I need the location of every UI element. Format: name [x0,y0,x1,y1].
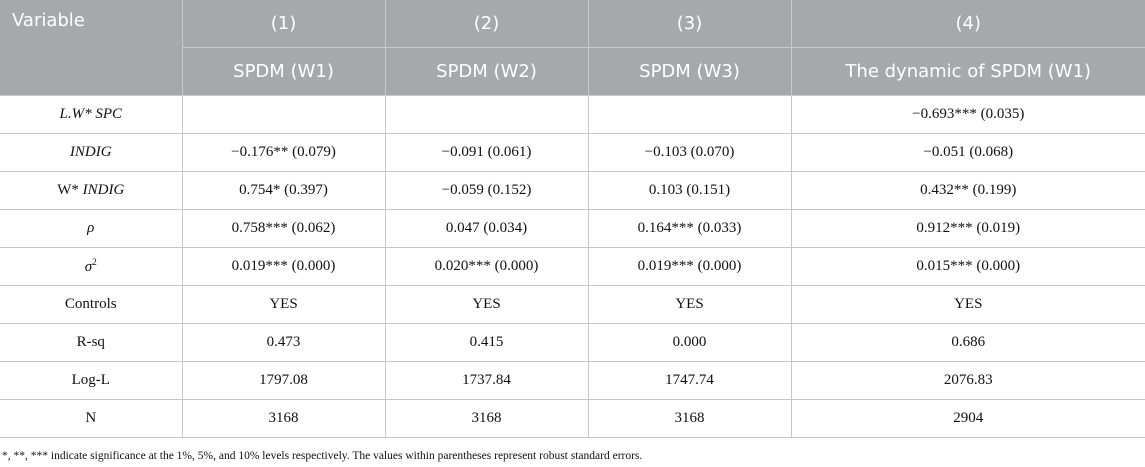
table-cell: 0.415 [385,324,588,362]
table-row [0,286,1145,324]
table-cell: 0.015*** (0.000) [791,248,1145,286]
table-cell: −0.176** (0.079) [182,134,385,172]
row-label-text: Log-L [71,372,110,388]
row-label-prefix: W* [57,182,83,198]
row-label [0,134,182,172]
model-name-header: The dynamic of SPDM (W1) [791,48,1145,96]
table-cell: 0.758*** (0.062) [182,210,385,248]
row-label-text: INDIG [82,182,125,198]
model-name-header: SPDM (W1) [182,48,385,96]
table-cell: 0.432** (0.199) [791,172,1145,210]
row-label-text: R-sq [76,334,105,350]
model-number-header: (3) [588,0,791,48]
row-label-text: L.W* SPC [59,106,122,122]
table-cell: 2076.83 [791,362,1145,400]
table-cell: 0.164*** (0.033) [588,210,791,248]
table-row [0,248,1145,286]
table-cell: YES [791,286,1145,324]
row-label [0,324,182,362]
table-cell: 3168 [588,400,791,438]
table-cell: 0.686 [791,324,1145,362]
table-cell: YES [385,286,588,324]
table-cell: −0.693*** (0.035) [791,96,1145,134]
row-label [0,362,182,400]
table-row [0,210,1145,248]
table-cell: −0.103 (0.070) [588,134,791,172]
row-label-superscript: 2 [92,257,97,267]
row-label-text: INDIG [69,144,112,160]
row-label [0,248,182,286]
table-cell: YES [182,286,385,324]
variable-column-header: Variable [0,0,182,96]
table-cell [385,96,588,134]
model-number-header: (2) [385,0,588,48]
row-label [0,210,182,248]
header-row-model-numbers [0,0,1145,48]
table-row [0,400,1145,438]
table-cell: 0.019*** (0.000) [588,248,791,286]
table-cell: 0.912*** (0.019) [791,210,1145,248]
table-cell: 0.019*** (0.000) [182,248,385,286]
table-row [0,362,1145,400]
table-cell: 3168 [182,400,385,438]
table-row [0,96,1145,134]
row-label-text: N [85,410,97,426]
table-cell: 0.047 (0.034) [385,210,588,248]
table-cell: 0.000 [588,324,791,362]
model-number-header: (1) [182,0,385,48]
row-label [0,286,182,324]
table-row [0,134,1145,172]
table-row [0,172,1145,210]
table-cell [182,96,385,134]
row-label [0,400,182,438]
table-cell: 0.473 [182,324,385,362]
row-label [0,96,182,134]
table-cell: −0.051 (0.068) [791,134,1145,172]
row-label-text: σ [84,259,93,275]
table-cell [588,96,791,134]
table-cell: 0.754* (0.397) [182,172,385,210]
row-label [0,172,182,210]
table-cell: 0.103 (0.151) [588,172,791,210]
table-cell: 3168 [385,400,588,438]
table-body [0,96,1145,438]
table-cell: YES [588,286,791,324]
table-header [0,0,1145,96]
model-number-header: (4) [791,0,1145,48]
table-cell: −0.059 (0.152) [385,172,588,210]
table-cell: 1737.84 [385,362,588,400]
model-name-header: SPDM (W2) [385,48,588,96]
table-cell: −0.091 (0.061) [385,134,588,172]
table-cell: 1747.74 [588,362,791,400]
table-cell: 0.020*** (0.000) [385,248,588,286]
model-name-header: SPDM (W3) [588,48,791,96]
table-cell: 1797.08 [182,362,385,400]
row-label-text: Controls [64,296,117,312]
table-footnote: *, **, *** indicate significance at the 1%, 5%, and 10% levels respectively. The values within parentheses represent robust standard errors. [2,450,643,462]
table-row [0,324,1145,362]
table-cell: 2904 [791,400,1145,438]
row-label-text: ρ [87,220,95,236]
